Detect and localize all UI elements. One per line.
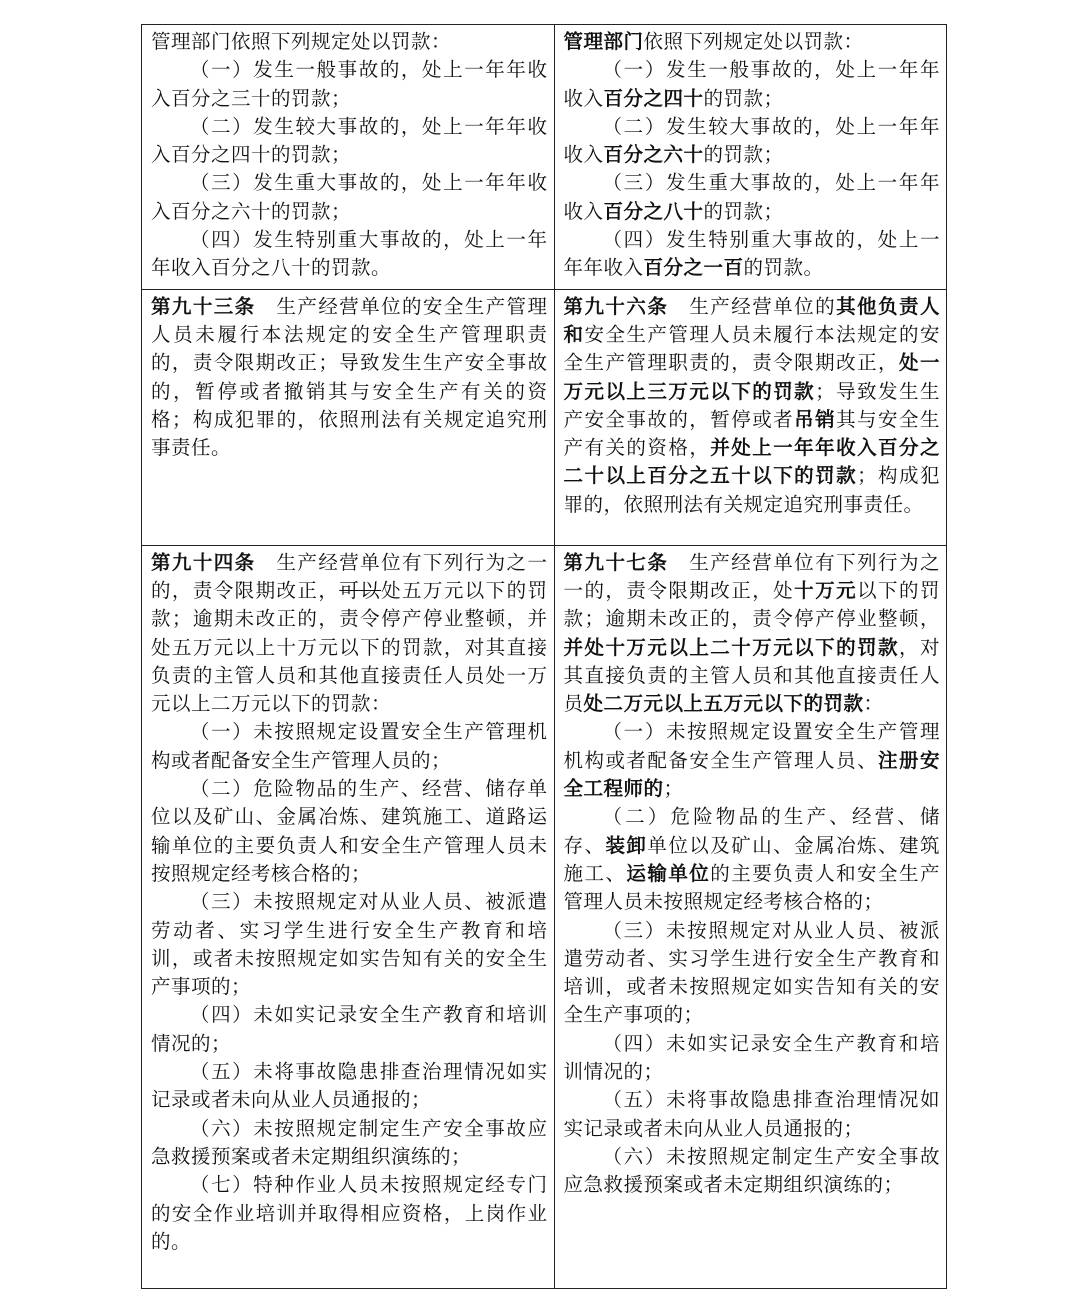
bold-text: 第九十三条 xyxy=(151,294,256,318)
text-run: 的主要负责人和安全生产管理人员未按照规定经考核合格的； xyxy=(563,861,940,914)
paragraph xyxy=(151,169,548,226)
text-run: （二）发生较大事故的，处上一年年收入 xyxy=(563,114,940,167)
bold-text: 百分之一百 xyxy=(643,256,744,280)
bold-text: 并处十万元以上二十万元以下的罚款 xyxy=(563,635,900,659)
bold-text: 第九十四条 xyxy=(151,550,256,574)
text-run: （五）未将事故隐患排查治理情况如实记录或者未向从业人员通报的； xyxy=(563,1088,940,1140)
text-run: （五）未将事故隐患排查治理情况如实记录或者未向从业人员通报的； xyxy=(151,1060,548,1112)
text-run: （三）发生重大事故的，处上一年年收入百分之六十的罚款； xyxy=(151,171,548,223)
text-run: 管理部门依照下列规定处以罚款： xyxy=(151,30,452,53)
table-row xyxy=(142,289,947,545)
old-text-cell xyxy=(142,25,555,290)
bold-text: 其他负责人和 xyxy=(563,294,940,346)
bold-text: 百分之六十 xyxy=(603,143,704,167)
bold-text: 运输单位 xyxy=(626,861,711,885)
text-run: ；构成犯罪的，依照刑法有关规定追究刑事责任。 xyxy=(563,464,940,516)
text-run: （一）发生一般事故的，处上一年年收入百分之三十的罚款； xyxy=(151,58,548,110)
text-run: （一）发生一般事故的，处上一年年收入 xyxy=(563,58,940,110)
text-run: 生产经营单位的 xyxy=(668,294,837,318)
paragraph xyxy=(151,888,548,1001)
paragraph xyxy=(151,775,548,888)
text-run: ： xyxy=(863,692,884,716)
text-run: （二）危险物品的生产、经营、储存单位以及矿山、金属冶炼、建筑施工、道路运输单位的主要负责人和安全生产管理人员未按照规定经考核合格的； xyxy=(151,777,548,885)
text-run: 处五万元以下的罚款；逾期未改正的，责令停产停业整顿，并处五万元以上十万元以下的罚款，对其直接负责的主管人员和其他直接责任人员处一万元以上二万元以下的罚款： xyxy=(151,578,548,716)
new-text-cell xyxy=(554,545,947,1288)
bold-text: 百分之四十 xyxy=(603,86,704,110)
paragraph xyxy=(564,803,941,916)
bold-text: 并处上一年年收入百分之二十以上百分之五十以下的罚款 xyxy=(563,436,940,488)
text-run: ； xyxy=(663,777,684,801)
paragraph xyxy=(564,56,941,113)
paragraph xyxy=(564,169,941,226)
bold-text: 百分之八十 xyxy=(603,199,704,223)
paragraph xyxy=(151,56,548,113)
paragraph xyxy=(564,1143,941,1200)
text-run: （三）发生重大事故的，处上一年年收入 xyxy=(563,171,940,223)
paragraph xyxy=(564,226,941,283)
bold-text: 装卸 xyxy=(605,833,648,857)
paragraph xyxy=(151,1001,548,1058)
text-run: ，对其直接负责的主管人员和其他直接责任人员 xyxy=(563,635,940,716)
table-row xyxy=(142,25,947,290)
text-run: （四）发生特别重大事故的，处上一年年收入 xyxy=(563,228,940,280)
paragraph xyxy=(151,293,548,463)
paragraph xyxy=(564,113,941,170)
new-text-cell xyxy=(554,289,947,545)
bold-text: 管理部门 xyxy=(563,30,644,53)
bold-text: 吊销 xyxy=(794,407,837,431)
old-text-cell xyxy=(142,289,555,545)
paragraph xyxy=(151,1058,548,1115)
text-run: 的罚款； xyxy=(703,199,784,223)
bold-text: 第九十六条 xyxy=(563,294,669,318)
text-run: （三）未按照规定对从业人员、被派遣劳动者、实习学生进行安全生产教育和培训，或者未按照规定如实告知有关的安全生产事项的； xyxy=(151,890,548,999)
text-run: 的罚款； xyxy=(703,86,784,110)
paragraph xyxy=(151,1115,548,1172)
old-text-cell xyxy=(142,545,555,1288)
bold-text: 十万元 xyxy=(794,578,858,602)
paragraph xyxy=(151,718,548,775)
bold-text: 第九十七条 xyxy=(563,550,669,574)
text-run: （四）未如实记录安全生产教育和培训情况的； xyxy=(563,1031,940,1084)
table-row xyxy=(142,545,947,1288)
paragraph xyxy=(564,28,941,56)
paragraph xyxy=(151,28,548,56)
text-run: （一）未按照规定设置安全生产管理机构或者配备安全生产管理人员、 xyxy=(563,720,940,772)
text-run: 以下的罚款；逾期未改正的，责令停产停业整顿， xyxy=(563,578,940,631)
text-run: （六）未按照规定制定生产安全事故应急救援预案或者未定期组织演练的； xyxy=(563,1144,940,1197)
paragraph xyxy=(564,1030,941,1087)
paragraph xyxy=(151,1171,548,1256)
paragraph xyxy=(564,549,941,719)
text-run: （六）未按照规定制定生产安全事故应急救援预案或者未定期组织演练的； xyxy=(151,1116,548,1168)
text-run: 安全生产管理人员未履行本法规定的安全生产管理职责的，责令限期改正， xyxy=(563,322,940,375)
new-text-cell xyxy=(554,25,947,290)
text-run: 依照下列规定处以罚款： xyxy=(643,30,864,53)
text-run: （四）发生特别重大事故的，处上一年年收入百分之八十的罚款。 xyxy=(151,228,548,280)
text-run: 生产经营单位有下列行为之一的，责令限期改正， xyxy=(151,550,548,602)
text-run: （二）危险物品的生产、经营、储存、 xyxy=(563,805,940,857)
text-run: 单位以及矿山、金属冶炼、建筑施工、 xyxy=(563,833,940,885)
text-run: 的罚款。 xyxy=(743,256,824,280)
bold-text: 处二万元以上五万元以下的罚款 xyxy=(583,692,864,716)
text-run: 的罚款； xyxy=(703,143,784,167)
comparison-table xyxy=(141,24,947,1289)
text-run: （二）发生较大事故的，处上一年年收入百分之四十的罚款； xyxy=(151,114,548,167)
text-run: （四）未如实记录安全生产教育和培训情况的； xyxy=(151,1003,548,1055)
paragraph xyxy=(151,549,548,719)
bold-text: 注册安全工程师的 xyxy=(563,748,940,801)
text-run: （一）未按照规定设置安全生产管理机构或者配备安全生产管理人员的； xyxy=(151,720,548,772)
paragraph xyxy=(564,917,941,1030)
paragraph xyxy=(564,1086,941,1143)
text-run: 其与安全生产有关的资格， xyxy=(563,407,940,460)
text-run: ；导致发生生产安全事故的，暂停或者 xyxy=(563,379,940,431)
paragraph xyxy=(564,293,941,519)
deleted-text: 可以 xyxy=(339,578,382,602)
paragraph xyxy=(151,113,548,170)
text-run: （七）特种作业人员未按照规定经专门的安全作业培训并取得相应资格，上岗作业的。 xyxy=(151,1173,548,1253)
paragraph xyxy=(564,718,941,803)
text-run: （三）未按照规定对从业人员、被派遣劳动者、实习学生进行安全生产教育和培训，或者未按照规定如实告知有关的安全生产事项的； xyxy=(563,918,940,1027)
text-run: 生产经营单位的安全生产管理人员未履行本法规定的安全生产管理职责的，责令限期改正；导致发生生产安全事故的，暂停或者撤销其与安全生产有关的资格；构成犯罪的，依照刑法有关规定追究刑事责任。 xyxy=(151,294,548,460)
text-run: 生产经营单位有下列行为之一的，责令限期改正，处 xyxy=(563,550,940,602)
paragraph xyxy=(151,226,548,283)
bold-text: 处一万元以上三万元以下的罚款 xyxy=(563,351,940,403)
